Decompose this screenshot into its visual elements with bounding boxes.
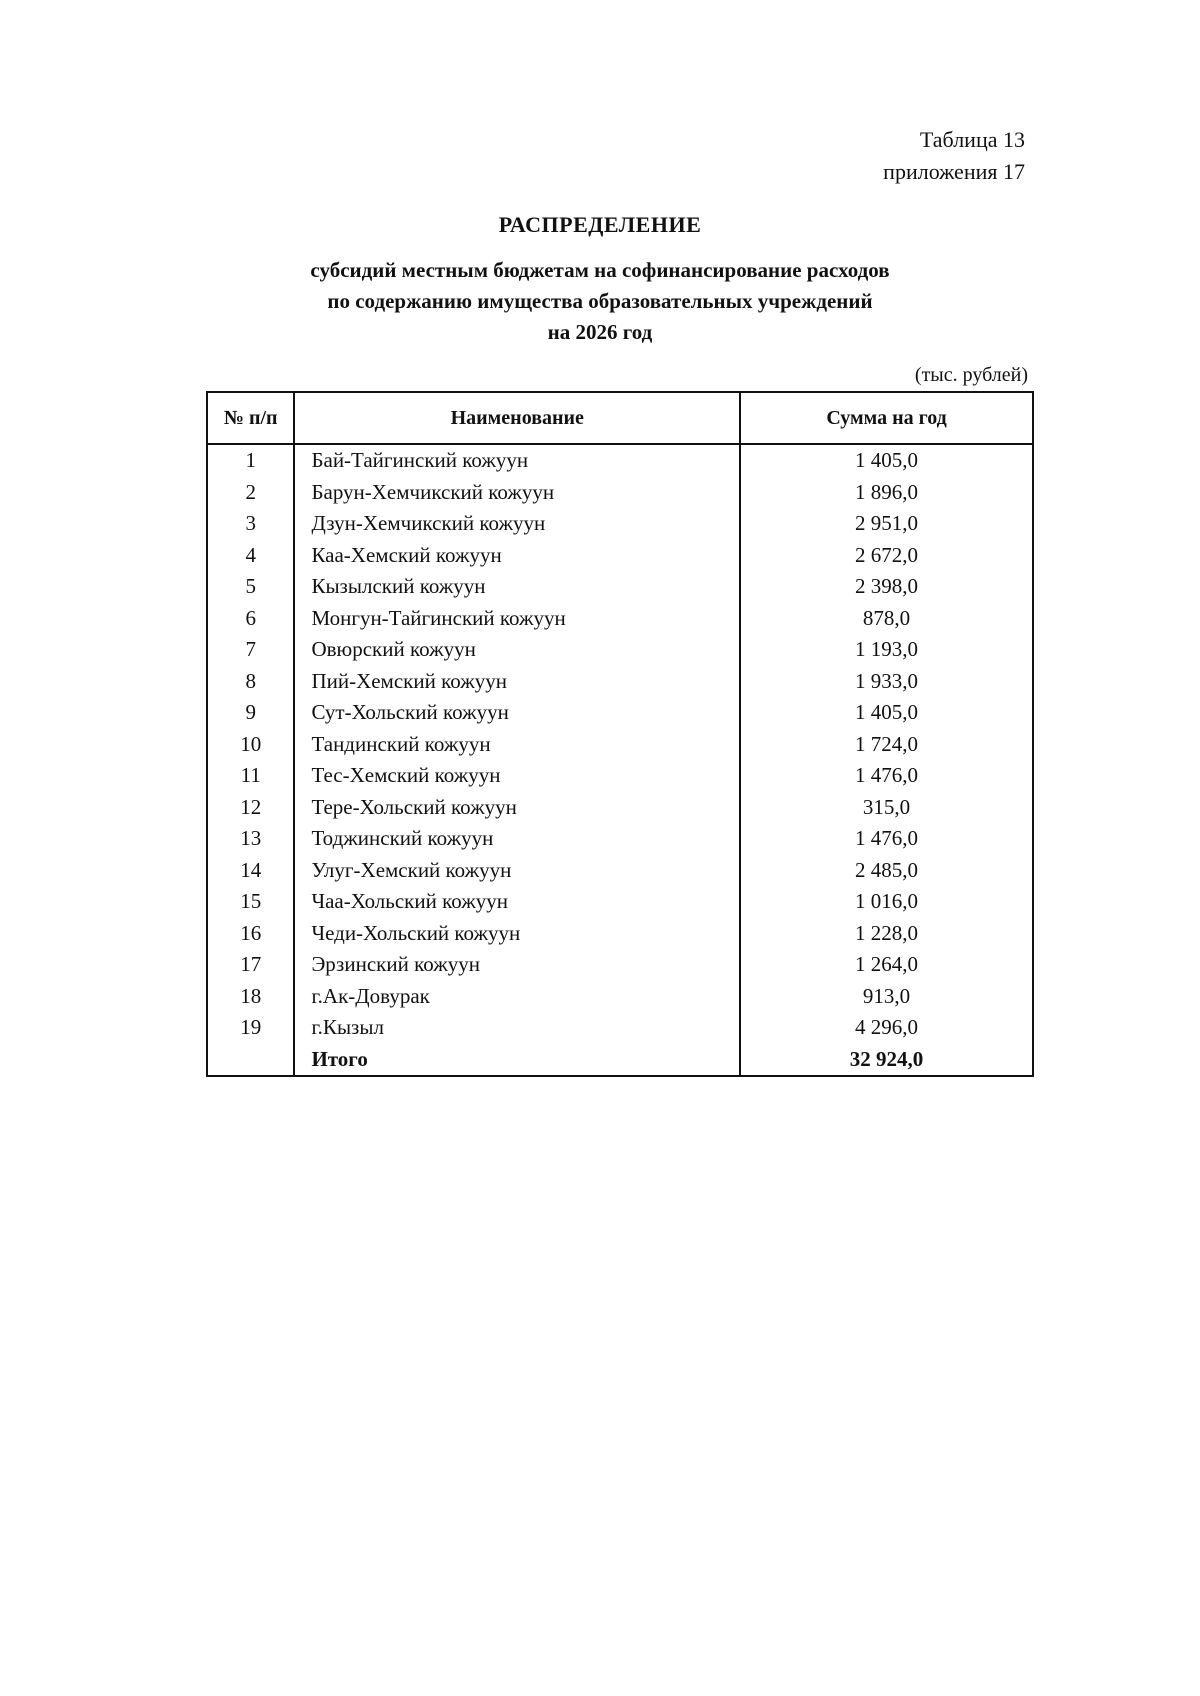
column-header-number: № п/п bbox=[207, 392, 294, 444]
row-name-cell: Монгун-Тайгинский кожуун bbox=[294, 603, 740, 635]
table-row bbox=[207, 571, 1033, 603]
row-sum-cell: 315,0 bbox=[740, 792, 1033, 824]
row-number-cell: 4 bbox=[207, 540, 294, 572]
row-number-cell: 1 bbox=[207, 444, 294, 477]
table-row bbox=[207, 634, 1033, 666]
row-sum-cell: 913,0 bbox=[740, 981, 1033, 1013]
table-row bbox=[207, 666, 1033, 698]
row-sum-cell: 878,0 bbox=[740, 603, 1033, 635]
row-name-cell: Улуг-Хемский кожуун bbox=[294, 855, 740, 887]
table-header-row bbox=[207, 392, 1033, 444]
row-name-cell: Дзун-Хемчикский кожуун bbox=[294, 508, 740, 540]
row-number-cell: 9 bbox=[207, 697, 294, 729]
column-header-name: Наименование bbox=[294, 392, 740, 444]
row-number-cell: 18 bbox=[207, 981, 294, 1013]
table-row bbox=[207, 508, 1033, 540]
row-sum-cell: 1 405,0 bbox=[740, 444, 1033, 477]
row-sum-cell: 1 228,0 bbox=[740, 918, 1033, 950]
row-sum-cell: 1 724,0 bbox=[740, 729, 1033, 761]
table-row bbox=[207, 792, 1033, 824]
total-row-sum-cell: 32 924,0 bbox=[740, 1044, 1033, 1077]
row-number-cell: 3 bbox=[207, 508, 294, 540]
total-row-name-cell: Итого bbox=[294, 1044, 740, 1077]
row-number-cell: 19 bbox=[207, 1012, 294, 1044]
row-number-cell: 13 bbox=[207, 823, 294, 855]
appendix-reference: приложения 17 bbox=[883, 159, 1025, 184]
row-number-cell: 2 bbox=[207, 477, 294, 509]
table-row bbox=[207, 477, 1033, 509]
table-number: Таблица 13 bbox=[919, 127, 1025, 152]
row-name-cell: Тере-Хольский кожуун bbox=[294, 792, 740, 824]
row-name-cell: Тес-Хемский кожуун bbox=[294, 760, 740, 792]
row-name-cell: Сут-Хольский кожуун bbox=[294, 697, 740, 729]
row-sum-cell: 1 476,0 bbox=[740, 760, 1033, 792]
row-sum-cell: 1 476,0 bbox=[740, 823, 1033, 855]
row-number-cell: 5 bbox=[207, 571, 294, 603]
document-title: РАСПРЕДЕЛЕНИЕ bbox=[498, 212, 702, 237]
subtitle-line: субсидий местным бюджетам на софинансирование расходов bbox=[310, 258, 890, 282]
table-total-row bbox=[207, 1044, 1033, 1077]
row-name-cell: Кызылский кожуун bbox=[294, 571, 740, 603]
row-name-cell: Бай-Тайгинский кожуун bbox=[294, 444, 740, 477]
row-number-cell: 8 bbox=[207, 666, 294, 698]
row-name-cell: Чаа-Хольский кожуун bbox=[294, 886, 740, 918]
table-body bbox=[207, 444, 1033, 1076]
table-row bbox=[207, 729, 1033, 761]
row-name-cell: г.Кызыл bbox=[294, 1012, 740, 1044]
row-sum-cell: 2 398,0 bbox=[740, 571, 1033, 603]
row-sum-cell: 1 405,0 bbox=[740, 697, 1033, 729]
table-row bbox=[207, 760, 1033, 792]
row-number-cell: 11 bbox=[207, 760, 294, 792]
row-name-cell: Тоджинский кожуун bbox=[294, 823, 740, 855]
row-name-cell: Каа-Хемский кожуун bbox=[294, 540, 740, 572]
row-sum-cell: 1 896,0 bbox=[740, 477, 1033, 509]
row-sum-cell: 1 264,0 bbox=[740, 949, 1033, 981]
document-subtitle bbox=[0, 255, 1200, 348]
row-number-cell: 12 bbox=[207, 792, 294, 824]
table-row bbox=[207, 823, 1033, 855]
row-name-cell: Овюрский кожуун bbox=[294, 634, 740, 666]
table-row bbox=[207, 697, 1033, 729]
row-sum-cell: 1 933,0 bbox=[740, 666, 1033, 698]
subtitle-line: по содержанию имущества образовательных учреждений bbox=[327, 289, 873, 313]
table-row bbox=[207, 949, 1033, 981]
row-name-cell: Барун-Хемчикский кожуун bbox=[294, 477, 740, 509]
table-row bbox=[207, 981, 1033, 1013]
row-sum-cell: 2 951,0 bbox=[740, 508, 1033, 540]
row-sum-cell: 2 485,0 bbox=[740, 855, 1033, 887]
row-name-cell: Чеди-Хольский кожуун bbox=[294, 918, 740, 950]
allocation-table bbox=[206, 391, 1034, 1077]
row-number-cell: 15 bbox=[207, 886, 294, 918]
row-number-cell: 16 bbox=[207, 918, 294, 950]
units-note: (тыс. рублей) bbox=[914, 364, 1028, 386]
table-row bbox=[207, 603, 1033, 635]
row-sum-cell: 2 672,0 bbox=[740, 540, 1033, 572]
subtitle-line: на 2026 год bbox=[547, 320, 653, 344]
row-number-cell: 7 bbox=[207, 634, 294, 666]
table-row bbox=[207, 444, 1033, 477]
row-number-cell: 14 bbox=[207, 855, 294, 887]
row-name-cell: г.Ак-Довурак bbox=[294, 981, 740, 1013]
row-sum-cell: 1 193,0 bbox=[740, 634, 1033, 666]
row-name-cell: Эрзинский кожуун bbox=[294, 949, 740, 981]
row-sum-cell: 4 296,0 bbox=[740, 1012, 1033, 1044]
table-row bbox=[207, 1012, 1033, 1044]
row-number-cell: 6 bbox=[207, 603, 294, 635]
total-row-number-cell bbox=[207, 1044, 294, 1077]
table-reference bbox=[883, 124, 1025, 188]
column-header-sum: Сумма на год bbox=[740, 392, 1033, 444]
table-row bbox=[207, 540, 1033, 572]
table-row bbox=[207, 855, 1033, 887]
row-name-cell: Тандинский кожуун bbox=[294, 729, 740, 761]
row-number-cell: 17 bbox=[207, 949, 294, 981]
row-name-cell: Пий-Хемский кожуун bbox=[294, 666, 740, 698]
table-row bbox=[207, 886, 1033, 918]
table-row bbox=[207, 918, 1033, 950]
row-sum-cell: 1 016,0 bbox=[740, 886, 1033, 918]
row-number-cell: 10 bbox=[207, 729, 294, 761]
